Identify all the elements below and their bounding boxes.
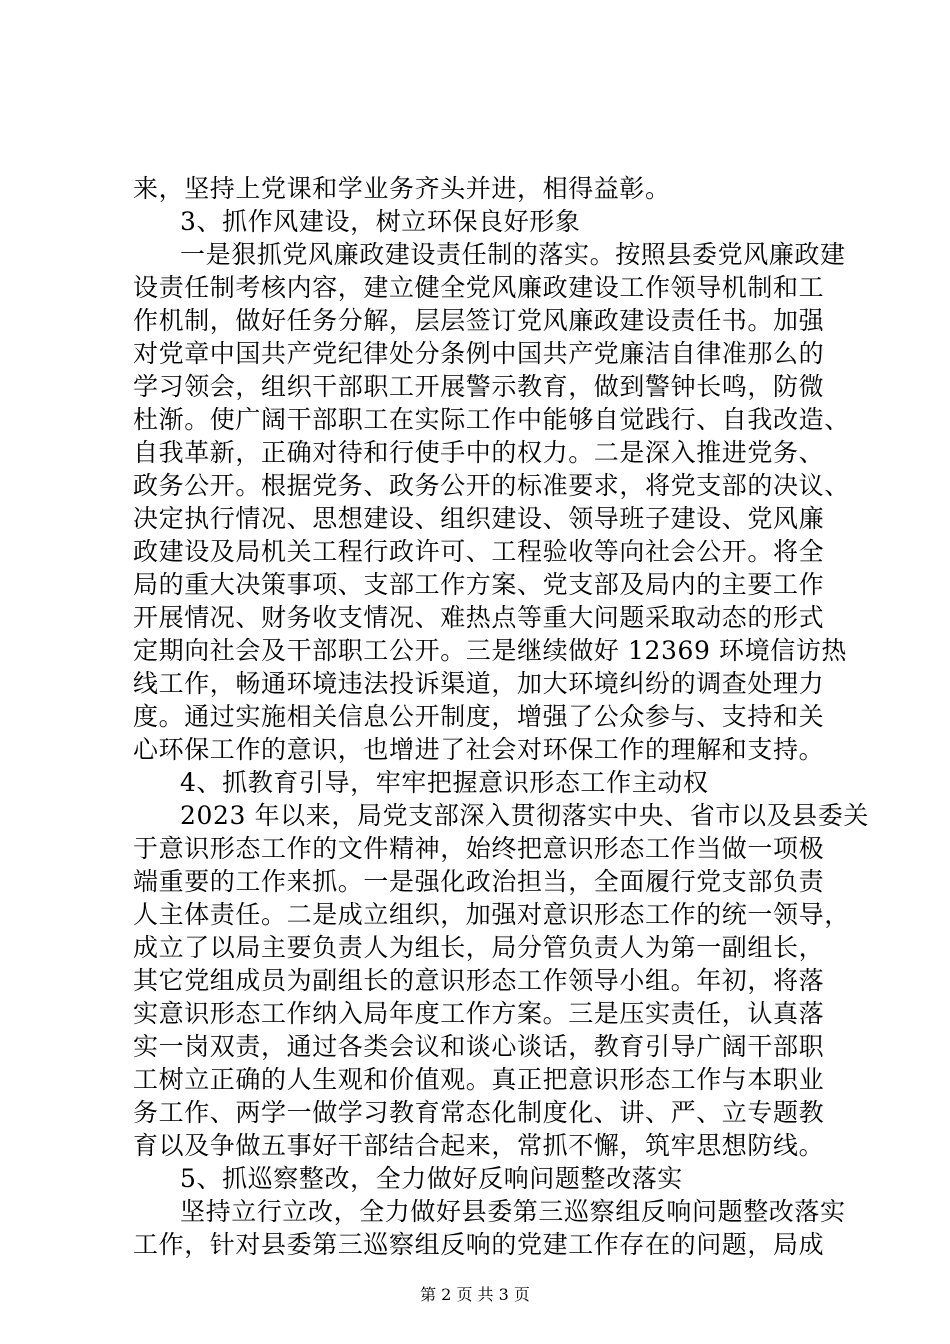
text-line: 自我革新，正确对待和行使手中的权力。二是深入推进党务、 xyxy=(133,438,825,467)
text-line: 工树立正确的人生观和价值观。真正把意识形态工作与本职业 xyxy=(133,1065,825,1094)
text-line: 实一岗双责，通过各类会议和谈心谈话，教育引导广阔干部职 xyxy=(133,1032,825,1061)
text-line: 人主体责任。二是成立组织，加强对意识形态工作的统一领导， xyxy=(133,900,850,929)
text-line: 对党章中国共产党纪律处分条例中国共产党廉洁自律准那么的 xyxy=(133,339,825,368)
text-line: 坚持立行立改，全力做好县委第三巡察组反响问题整改落实 xyxy=(180,1197,846,1226)
text-line: 设责任制考核内容，建立健全党风廉政建设工作领导机制和工 xyxy=(133,273,825,302)
text-line: 政建设及局机关工程行政许可、工程验收等向社会公开。将全 xyxy=(133,537,825,566)
text-line: 务工作、两学一做学习教育常态化制度化、讲、严、立专题教 xyxy=(133,1098,825,1127)
text-line: 局的重大决策事项、支部工作方案、党支部及局内的主要工作 xyxy=(133,570,825,599)
text-line: 定期向社会及干部职工公开。三是继续做好 12369 环境信访热 xyxy=(133,636,848,665)
text-line: 开展情况、财务收支情况、难热点等重大问题采取动态的形式 xyxy=(133,603,825,632)
text-line: 工作，针对县委第三巡察组反响的党建工作存在的问题，局成 xyxy=(133,1230,825,1259)
section-heading: 3、抓作风建设，树立环保良好形象 xyxy=(180,207,581,236)
page-footer: 第 2 页 共 3 页 xyxy=(420,1285,530,1304)
section-heading: 5、抓巡察整改，全力做好反响问题整改落实 xyxy=(180,1164,683,1193)
text-line: 决定执行情况、思想建设、组织建设、领导班子建设、党风廉 xyxy=(133,504,825,533)
text-line: 学习领会，组织干部职工开展警示教育，做到警钟长鸣，防微 xyxy=(133,372,825,401)
text-line: 于意识形态工作的文件精神，始终把意识形态工作当做一项极 xyxy=(133,834,825,863)
text-line: 杜渐。使广阔干部职工在实际工作中能够自觉践行、自我改造、 xyxy=(133,405,850,434)
text-line: 2023 年以来，局党支部深入贯彻落实中央、省市以及县委关 xyxy=(180,801,869,830)
text-line: 线工作，畅通环境违法投诉渠道，加大环境纠纷的调查处理力 xyxy=(133,669,825,698)
text-line: 一是狠抓党风廉政建设责任制的落实。按照县委党风廉政建 xyxy=(180,240,846,269)
text-line: 来，坚持上党课和学业务齐头并进，相得益彰。 xyxy=(133,174,671,203)
text-line: 政务公开。根据党务、政务公开的标准要求，将党支部的决议、 xyxy=(133,471,850,500)
text-line: 育以及争做五事好干部结合起来，常抓不懈，筑牢思想防线。 xyxy=(133,1131,825,1160)
text-line: 作机制，做好任务分解，层层签订党风廉政建设责任书。加强 xyxy=(133,306,825,335)
text-line: 度。通过实施相关信息公开制度，增强了公众参与、支持和关 xyxy=(133,702,825,731)
text-line: 心环保工作的意识，也增进了社会对环保工作的理解和支持。 xyxy=(133,735,825,764)
text-line: 成立了以局主要负责人为组长，局分管负责人为第一副组长， xyxy=(133,933,825,962)
section-heading: 4、抓教育引导，牢牢把握意识形态工作主动权 xyxy=(180,768,709,797)
text-line: 其它党组成员为副组长的意识形态工作领导小组。年初，将落 xyxy=(133,966,825,995)
text-line: 端重要的工作来抓。一是强化政治担当，全面履行党支部负责 xyxy=(133,867,825,896)
text-line: 实意识形态工作纳入局年度工作方案。三是压实责任，认真落 xyxy=(133,999,825,1028)
